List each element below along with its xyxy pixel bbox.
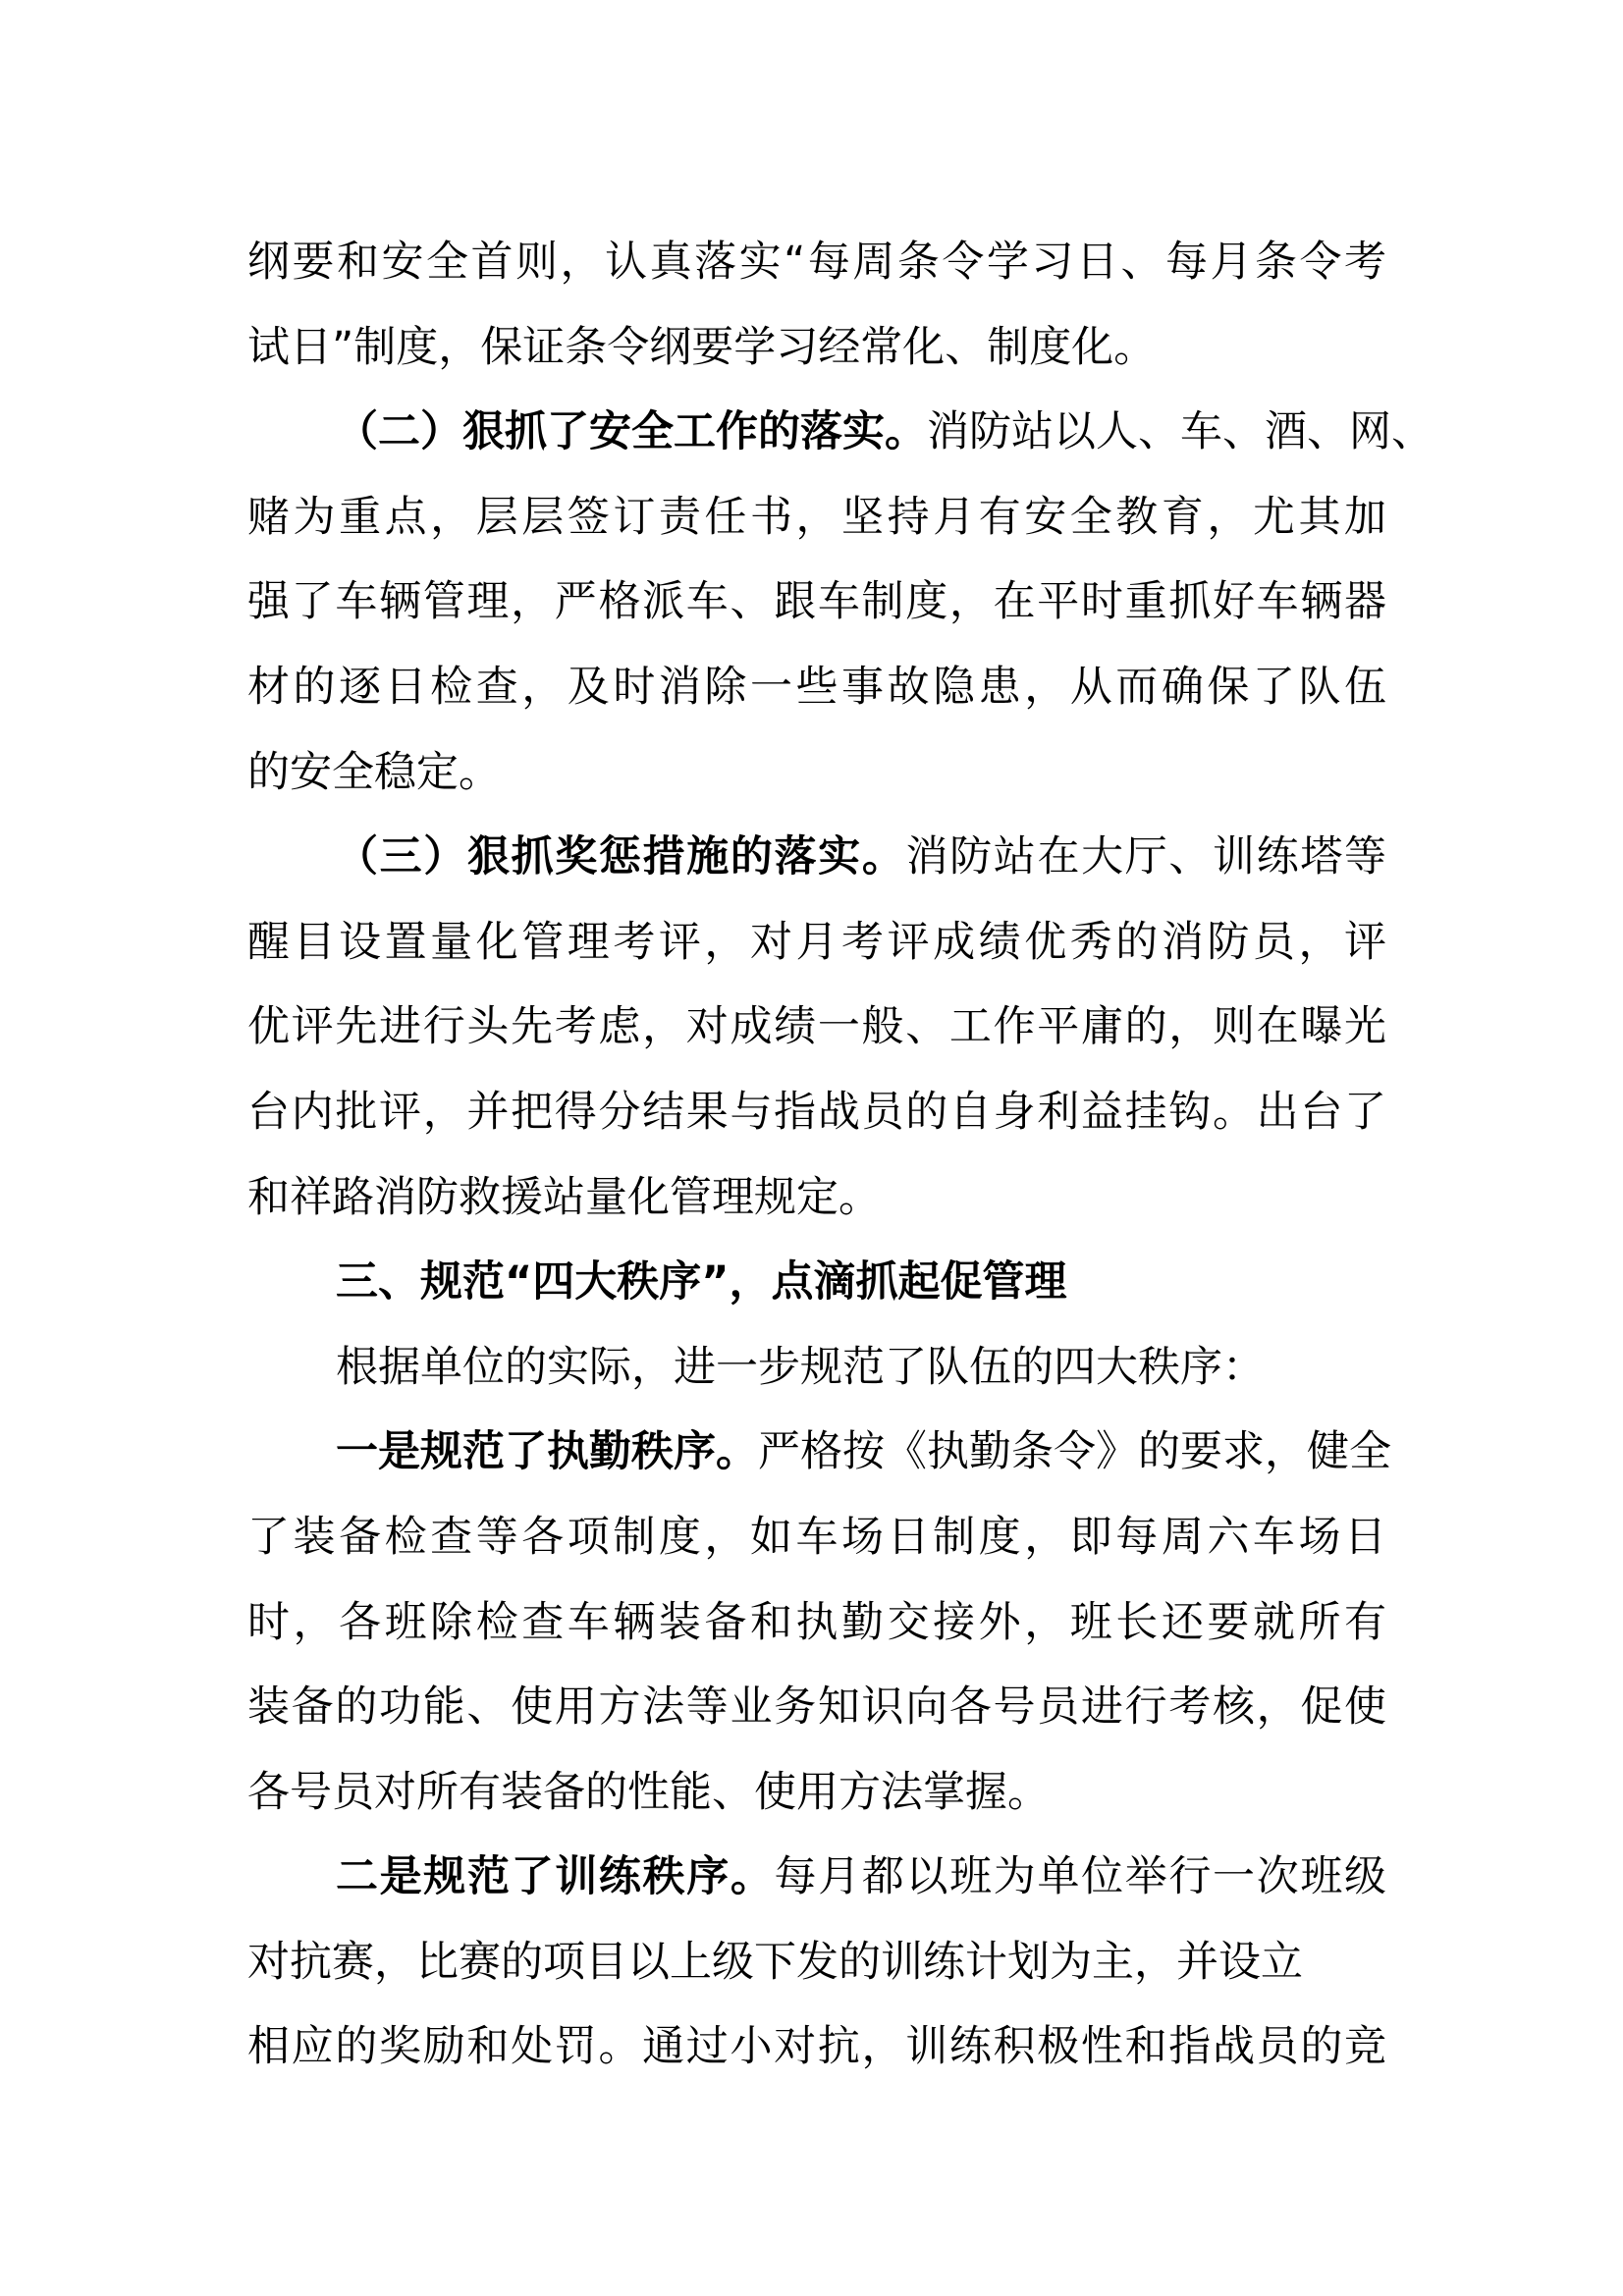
- text-line: [247, 305, 1386, 391]
- bold-heading-text: 二是规范了训练秩序。: [336, 1852, 775, 1902]
- bold-heading-text: 一是规范了执勤秩序。: [336, 1427, 758, 1477]
- body-text: 优评先进行头先考虑，对成绩一般、工作平庸的，则在曝光: [247, 1002, 1386, 1052]
- text-line: [247, 1835, 1386, 1920]
- text-line: [247, 985, 1386, 1070]
- bold-heading-text: （二）狠抓了安全工作的落实。: [336, 407, 927, 457]
- text-line: [247, 220, 1386, 305]
- text-line: [247, 815, 1386, 900]
- body-text: 各号员对所有装备的性能、使用方法掌握。: [247, 1767, 1050, 1817]
- body-text: 的安全稳定。: [247, 747, 501, 797]
- text-line: [247, 475, 1386, 561]
- text-line: [247, 1070, 1386, 1155]
- text-line: [247, 1325, 1386, 1411]
- text-line: [247, 1495, 1386, 1580]
- document-body: [247, 220, 1434, 2090]
- body-text: 了装备检查等各项制度，如车场日制度，即每周六车场日: [247, 1512, 1386, 1562]
- body-text: 强了车辆管理，严格派车、跟车制度，在平时重抓好车辆器: [247, 577, 1386, 627]
- body-text: 台内批评，并把得分结果与指战员的自身利益挂钩。出台了: [247, 1087, 1386, 1137]
- body-text: 试日”制度，保证条令纲要学习经常化、制度化。: [247, 322, 1157, 372]
- text-line: [247, 1410, 1391, 1495]
- text-line: [247, 560, 1386, 645]
- body-text: 和祥路消防救援站量化管理规定。: [247, 1172, 881, 1222]
- bold-heading-text: （三）狠抓奖惩措施的落实。: [336, 832, 906, 882]
- body-text: 对抗赛，比赛的项目以上级下发的训练计划为主，并设立: [247, 1937, 1303, 1987]
- body-text: 根据单位的实际，进一步规范了队伍的四大秩序：: [336, 1342, 1265, 1392]
- body-text: 装备的功能、使用方法等业务知识向各号员进行考核，促使: [247, 1682, 1386, 1733]
- text-line: [247, 900, 1386, 986]
- text-line: [247, 730, 1386, 816]
- text-line: [247, 1920, 1386, 2005]
- text-line: [247, 645, 1386, 730]
- text-line: [247, 1750, 1386, 1836]
- body-text: 醒目设置量化管理考评，对月考评成绩优秀的消防员，评: [247, 917, 1386, 967]
- text-line: [247, 1665, 1386, 1750]
- body-text: 赌为重点，层层签订责任书，坚持月有安全教育，尤其加: [247, 492, 1386, 542]
- text-line: [247, 1155, 1386, 1241]
- body-text: 消防站在大厅、训练塔等: [905, 832, 1387, 882]
- body-text: 每月都以班为单位举行一次班级: [774, 1852, 1387, 1902]
- bold-heading-text: 三、规范“四大秩序”，点滴抓起促管理: [336, 1257, 1067, 1308]
- body-text: 严格按《执勤条令》的要求，健全: [758, 1427, 1391, 1477]
- text-line: [247, 1240, 1386, 1325]
- body-text: 相应的奖励和处罚。通过小对抗，训练积极性和指战员的竞: [247, 2022, 1386, 2072]
- text-line: [247, 390, 1434, 475]
- text-line: [247, 1580, 1386, 1666]
- body-text: 时，各班除检查车辆装备和执勤交接外，班长还要就所有: [247, 1597, 1386, 1647]
- text-line: [247, 2004, 1386, 2090]
- body-text: 消防站以人、车、酒、网、: [927, 407, 1434, 457]
- body-text: 材的逐日检查，及时消除一些事故隐患，从而确保了队伍: [247, 662, 1386, 712]
- body-text: 纲要和安全首则，认真落实“每周条令学习日、每月条令考: [247, 238, 1386, 287]
